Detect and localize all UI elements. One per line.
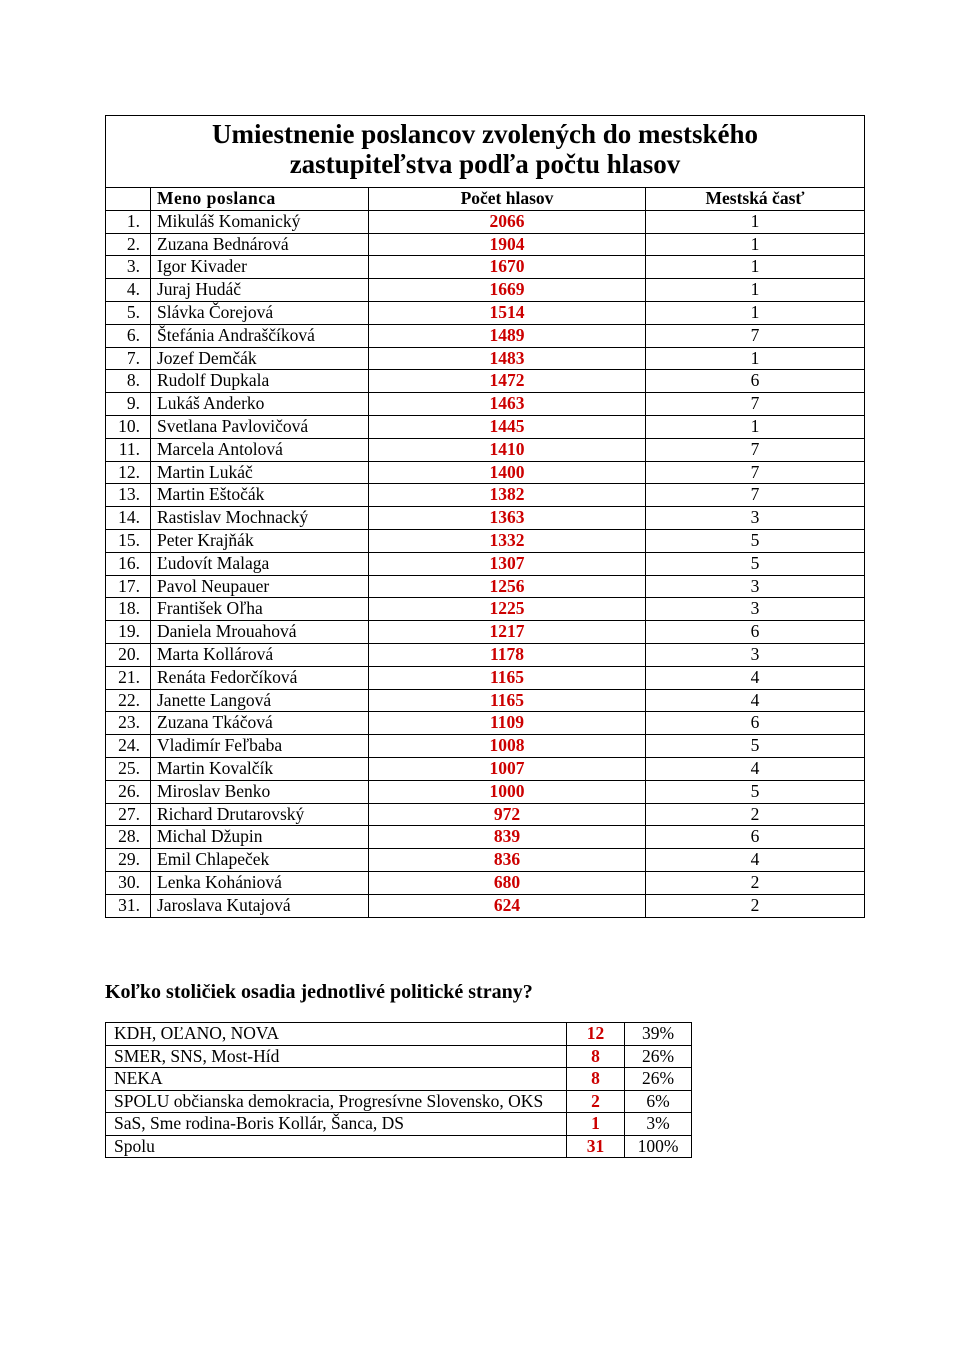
votes-cell: 1514 (369, 301, 646, 324)
rank-cell: 11. (106, 438, 151, 461)
part-cell: 4 (646, 666, 865, 689)
part-cell: 3 (646, 598, 865, 621)
name-cell: Lenka Kohániová (151, 871, 369, 894)
table-row (106, 438, 865, 461)
part-cell: 1 (646, 233, 865, 256)
part-cell: 4 (646, 849, 865, 872)
table-row (106, 279, 865, 302)
percent-cell: 6% (625, 1090, 692, 1113)
table-row (106, 894, 865, 917)
name-cell: Janette Langová (151, 689, 369, 712)
title-line-1: Umiestnenie poslancov zvolených do mestského (212, 119, 758, 149)
votes-cell: 1109 (369, 712, 646, 735)
votes-cell: 1463 (369, 393, 646, 416)
name-cell: Rastislav Mochnacký (151, 507, 369, 530)
party-row (106, 1023, 692, 1046)
header-rank (106, 188, 151, 211)
table-row (106, 598, 865, 621)
table-row (106, 256, 865, 279)
rank-cell: 4. (106, 279, 151, 302)
rank-cell: 17. (106, 575, 151, 598)
table-row (106, 484, 865, 507)
party-row (106, 1045, 692, 1068)
rank-cell: 9. (106, 393, 151, 416)
rank-cell: 19. (106, 621, 151, 644)
table-row (106, 415, 865, 438)
rank-cell: 12. (106, 461, 151, 484)
party-name-cell: SPOLU občianska demokracia, Progresívne Slovensko, OKS (106, 1090, 567, 1113)
votes-cell: 1000 (369, 780, 646, 803)
name-cell: Vladimír Feľbaba (151, 735, 369, 758)
rank-cell: 22. (106, 689, 151, 712)
percent-cell: 3% (625, 1113, 692, 1136)
table-row (106, 826, 865, 849)
name-cell: Mikuláš Komanický (151, 210, 369, 233)
table-row (106, 575, 865, 598)
table-row (106, 301, 865, 324)
percent-cell: 100% (625, 1135, 692, 1158)
name-cell: Pavol Neupauer (151, 575, 369, 598)
party-row (106, 1113, 692, 1136)
part-cell: 1 (646, 279, 865, 302)
name-cell: František Oľha (151, 598, 369, 621)
part-cell: 7 (646, 438, 865, 461)
table-row (106, 780, 865, 803)
votes-cell: 836 (369, 849, 646, 872)
part-cell: 2 (646, 894, 865, 917)
part-cell: 1 (646, 415, 865, 438)
name-cell: Martin Eštočák (151, 484, 369, 507)
seats-cell: 2 (567, 1090, 625, 1113)
title-row (106, 116, 865, 188)
rank-cell: 30. (106, 871, 151, 894)
name-cell: Renáta Fedorčíková (151, 666, 369, 689)
party-name-cell: KDH, OĽANO, NOVA (106, 1023, 567, 1046)
votes-cell: 1445 (369, 415, 646, 438)
table-row (106, 324, 865, 347)
votes-cell: 1489 (369, 324, 646, 347)
part-cell: 1 (646, 256, 865, 279)
table-title (106, 116, 865, 188)
rank-cell: 7. (106, 347, 151, 370)
part-cell: 2 (646, 803, 865, 826)
seats-cell: 1 (567, 1113, 625, 1136)
part-cell: 7 (646, 484, 865, 507)
part-cell: 6 (646, 621, 865, 644)
votes-cell: 1217 (369, 621, 646, 644)
table-row (106, 233, 865, 256)
table-row (106, 849, 865, 872)
votes-cell: 1256 (369, 575, 646, 598)
rank-cell: 1. (106, 210, 151, 233)
rank-cell: 13. (106, 484, 151, 507)
rank-cell: 29. (106, 849, 151, 872)
table-row (106, 393, 865, 416)
percent-cell: 39% (625, 1023, 692, 1046)
table-row (106, 507, 865, 530)
rank-cell: 14. (106, 507, 151, 530)
table-row (106, 621, 865, 644)
rank-cell: 28. (106, 826, 151, 849)
name-cell: Lukáš Anderko (151, 393, 369, 416)
name-cell: Peter Krajňák (151, 529, 369, 552)
name-cell: Miroslav Benko (151, 780, 369, 803)
table-row (106, 712, 865, 735)
table-row (106, 871, 865, 894)
part-cell: 1 (646, 210, 865, 233)
name-cell: Zuzana Bednárová (151, 233, 369, 256)
votes-cell: 972 (369, 803, 646, 826)
name-cell: Jozef Demčák (151, 347, 369, 370)
part-cell: 5 (646, 780, 865, 803)
votes-cell: 624 (369, 894, 646, 917)
part-cell: 5 (646, 552, 865, 575)
votes-cell: 1007 (369, 757, 646, 780)
seats-cell: 31 (567, 1135, 625, 1158)
table-row (106, 210, 865, 233)
part-cell: 5 (646, 529, 865, 552)
seats-cell: 8 (567, 1068, 625, 1091)
percent-cell: 26% (625, 1068, 692, 1091)
rank-cell: 18. (106, 598, 151, 621)
part-cell: 2 (646, 871, 865, 894)
header-votes: Počet hlasov (369, 188, 646, 211)
table-row (106, 757, 865, 780)
votes-cell: 1165 (369, 666, 646, 689)
party-row (106, 1090, 692, 1113)
part-cell: 3 (646, 575, 865, 598)
name-cell: Štefánia Andraščíková (151, 324, 369, 347)
votes-cell: 1670 (369, 256, 646, 279)
rank-cell: 23. (106, 712, 151, 735)
name-cell: Juraj Hudáč (151, 279, 369, 302)
part-cell: 7 (646, 324, 865, 347)
seats-cell: 12 (567, 1023, 625, 1046)
part-cell: 6 (646, 826, 865, 849)
name-cell: Rudolf Dupkala (151, 370, 369, 393)
part-cell: 3 (646, 643, 865, 666)
rank-cell: 27. (106, 803, 151, 826)
parties-table (105, 1022, 692, 1158)
results-table (105, 115, 865, 918)
rank-cell: 21. (106, 666, 151, 689)
votes-cell: 1400 (369, 461, 646, 484)
votes-cell: 1472 (369, 370, 646, 393)
table-row (106, 735, 865, 758)
name-cell: Svetlana Pavlovičová (151, 415, 369, 438)
part-cell: 1 (646, 301, 865, 324)
rank-cell: 25. (106, 757, 151, 780)
rank-cell: 20. (106, 643, 151, 666)
table-row (106, 666, 865, 689)
part-cell: 6 (646, 712, 865, 735)
votes-cell: 1410 (369, 438, 646, 461)
votes-cell: 1225 (369, 598, 646, 621)
votes-cell: 1332 (369, 529, 646, 552)
name-cell: Jaroslava Kutajová (151, 894, 369, 917)
votes-cell: 1904 (369, 233, 646, 256)
seats-cell: 8 (567, 1045, 625, 1068)
name-cell: Richard Drutarovský (151, 803, 369, 826)
votes-cell: 1008 (369, 735, 646, 758)
rank-cell: 16. (106, 552, 151, 575)
votes-cell: 1307 (369, 552, 646, 575)
rank-cell: 2. (106, 233, 151, 256)
name-cell: Zuzana Tkáčová (151, 712, 369, 735)
votes-cell: 1382 (369, 484, 646, 507)
name-cell: Marta Kollárová (151, 643, 369, 666)
part-cell: 4 (646, 689, 865, 712)
name-cell: Martin Kovalčík (151, 757, 369, 780)
name-cell: Emil Chlapeček (151, 849, 369, 872)
part-cell: 5 (646, 735, 865, 758)
rank-cell: 8. (106, 370, 151, 393)
table-row (106, 370, 865, 393)
header-name: Meno poslanca (151, 188, 369, 211)
name-cell: Marcela Antolová (151, 438, 369, 461)
votes-cell: 1165 (369, 689, 646, 712)
part-cell: 7 (646, 393, 865, 416)
table-row (106, 529, 865, 552)
part-cell: 4 (646, 757, 865, 780)
name-cell: Slávka Čorejová (151, 301, 369, 324)
votes-cell: 1669 (369, 279, 646, 302)
part-cell: 7 (646, 461, 865, 484)
party-name-cell: Spolu (106, 1135, 567, 1158)
party-name-cell: NEKA (106, 1068, 567, 1091)
title-line-2: zastupiteľstva podľa počtu hlasov (289, 149, 681, 179)
part-cell: 1 (646, 347, 865, 370)
rank-cell: 3. (106, 256, 151, 279)
votes-cell: 1178 (369, 643, 646, 666)
part-cell: 3 (646, 507, 865, 530)
part-cell: 6 (646, 370, 865, 393)
party-name-cell: SaS, Sme rodina-Boris Kollár, Šanca, DS (106, 1113, 567, 1136)
rank-cell: 5. (106, 301, 151, 324)
votes-cell: 1483 (369, 347, 646, 370)
name-cell: Martin Lukáč (151, 461, 369, 484)
table-row (106, 689, 865, 712)
name-cell: Michal Džupin (151, 826, 369, 849)
votes-cell: 2066 (369, 210, 646, 233)
votes-cell: 680 (369, 871, 646, 894)
header-row (106, 188, 865, 211)
table-row (106, 347, 865, 370)
rank-cell: 31. (106, 894, 151, 917)
table-row (106, 803, 865, 826)
table-row (106, 461, 865, 484)
percent-cell: 26% (625, 1045, 692, 1068)
table-row (106, 552, 865, 575)
table-row (106, 643, 865, 666)
rank-cell: 24. (106, 735, 151, 758)
rank-cell: 26. (106, 780, 151, 803)
name-cell: Ľudovít Malaga (151, 552, 369, 575)
name-cell: Daniela Mrouahová (151, 621, 369, 644)
votes-cell: 839 (369, 826, 646, 849)
question-heading: Koľko stoličiek osadia jednotlivé politické strany? (105, 981, 533, 1003)
name-cell: Igor Kivader (151, 256, 369, 279)
rank-cell: 6. (106, 324, 151, 347)
rank-cell: 15. (106, 529, 151, 552)
rank-cell: 10. (106, 415, 151, 438)
party-row (106, 1068, 692, 1091)
votes-cell: 1363 (369, 507, 646, 530)
party-row (106, 1135, 692, 1158)
party-name-cell: SMER, SNS, Most-Híd (106, 1045, 567, 1068)
header-part: Mestská časť (646, 188, 865, 211)
